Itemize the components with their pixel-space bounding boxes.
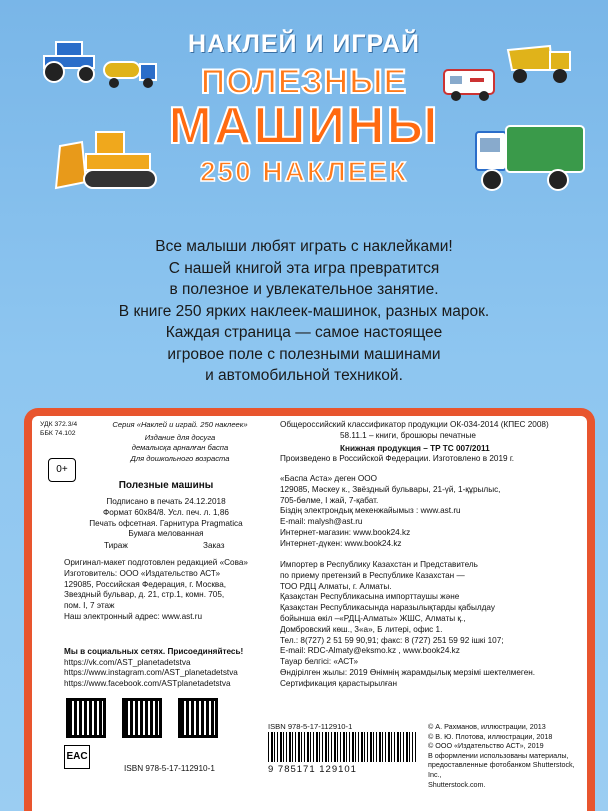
edition-line: демалысқа арналған баспа — [131, 443, 229, 452]
kz-line: 129085, Мәскеу к., Звёздный бульвары, 21-үй, 1-құрылыс, — [280, 484, 501, 494]
eac-mark-icon: EAC — [64, 745, 90, 769]
kz-line: E-mail: malysh@ast.ru — [280, 517, 363, 527]
importer-line: E-mail: RDC-Almaty@eksmo.kz , www.book24.kz — [280, 646, 460, 656]
kz-line: Интернет-магазин: www.book24.kz — [280, 527, 411, 537]
print-line: Печать офсетная. Гарнитура Pragmatica — [89, 518, 243, 528]
copyright-line: © ООО «Издательство АСТ», 2019 — [428, 741, 544, 751]
age-rating-badge: 0+ — [48, 458, 76, 482]
maker-line: 129085, Российская Федерация, г. Москва, — [64, 579, 227, 589]
classifier-info — [280, 420, 580, 465]
qr-code-icon — [122, 698, 162, 738]
importer-line: Домбровский көш., 3«а», Б литері, офис 1. — [280, 624, 443, 634]
isbn-barcode-label: ISBN 978-5-17-112910-1 — [268, 722, 353, 731]
importer-line: Сертификация қарастырылған — [280, 678, 398, 688]
importer-line: Өндірілген жылы: 2019 Өнімнің жарамдылық мерзімі шектелмеген. — [280, 667, 536, 677]
title-line1: ПОЛЕЗНЫЕ — [200, 63, 408, 101]
print-details — [56, 497, 276, 540]
print-line: Бумага мелованная — [128, 529, 204, 539]
bbk-code: ББК 74.102 — [40, 430, 76, 437]
importer-line: бойынша өкіл –«РДЦ-Алматы» ЖШС, Алматы қ., — [280, 613, 466, 623]
kz-line: «Баспа Аста» деген ООО — [280, 474, 378, 483]
importer-line: Тауар белгісі: «АСТ» — [280, 657, 359, 667]
copyright-line: Shutterstock.com. — [428, 779, 486, 789]
barcode-icon — [268, 732, 416, 762]
copyright-line: © А. Рахманов, иллюстрации, 2013 — [428, 722, 546, 731]
kz-line: Біздің электрондық мекенжайымыз : www.ast.ru — [280, 506, 461, 516]
kz-publisher-info — [280, 474, 580, 550]
maker-line: Оригинал-макет подготовлен редакцией «Сова» — [64, 558, 248, 567]
qr-code-icon — [178, 698, 218, 738]
qr-code-icon — [66, 698, 106, 738]
description-line: Каждая страница — самое настоящее — [165, 324, 443, 341]
copyright-info — [428, 722, 588, 789]
importer-line: Импортер в Республику Казахстан и Представитель — [280, 560, 478, 569]
kz-line: 705-бөлме, I жай, 7-қабат. — [280, 495, 379, 505]
description-line: и автомобильной техникой. — [205, 367, 403, 384]
maker-line: Наш электронный адрес: www.ast.ru — [64, 611, 203, 621]
social-link-vk[interactable]: https://vk.com/AST_planetadetstva — [64, 657, 191, 667]
print-run-label: Тираж — [104, 541, 128, 550]
kz-line: Интернет-дүкен: www.book24.kz — [280, 538, 402, 548]
importer-info — [280, 560, 580, 690]
isbn-left: ISBN 978-5-17-112910-1 — [124, 764, 215, 773]
book-title: Полезные машины — [118, 480, 214, 491]
barcode-number: 9 785171 129101 — [268, 764, 357, 775]
copyright-line: В оформлении использованы материалы, — [428, 750, 569, 760]
udk-code: УДК 372.3/4 — [40, 421, 78, 428]
maker-line: Звездный бульвар, д. 21, стр.1, комн. 705, — [64, 590, 225, 600]
series-title: НАКЛЕЙ И ИГРАЙ — [187, 30, 421, 58]
cover-title-block — [0, 30, 608, 188]
edition-line: Для дошкольного возраста — [130, 453, 230, 463]
importer-line: Қазақстан Республикасында наразылықтарды қабылдау — [280, 603, 495, 613]
copyright-line: предоставленные фотобанком Shutterstock, Inc., — [428, 760, 575, 779]
maker-line: Изготовитель: ООО «Издательство АСТ» — [64, 568, 221, 578]
importer-line: ТОО РДЦ Алматы, г. Алматы. — [280, 581, 392, 591]
order-label: Заказ — [203, 541, 225, 550]
social-link-instagram[interactable]: https://www.instagram.com/AST_planetadetstva — [64, 668, 238, 678]
series-name: Серия «Наклей и играй. 250 наклеек» — [112, 420, 248, 429]
description-line: Все малыши любят играть с наклейками! — [155, 238, 453, 255]
manufacturer-info — [64, 558, 284, 623]
description-line: в полезное и увлекательное занятие. — [169, 281, 439, 298]
title-line2: МАШИНЫ — [168, 97, 440, 155]
social-title: Мы в социальных сетях. Присоединяйтесь! — [64, 647, 244, 656]
description-line: С нашей книгой эта игра превратится — [168, 259, 440, 277]
print-line: Формат 60х84/8. Усл. печ. л. 1,86 — [103, 507, 229, 517]
classifier-line: Общероссийский классификатор продукции ОК-034-2014 (КПЕС 2008) — [280, 420, 549, 429]
sticker-count: 250 НАКЛЕЕК — [199, 156, 409, 187]
classifier-line: 58.11.1 – книги, брошюры печатные — [340, 430, 476, 440]
importer-line: Тел.: 8(727) 2 51 59 90,91; факс: 8 (727) 251 59 92 ішкі 107; — [280, 635, 504, 645]
print-line: Подписано в печать 24.12.2018 — [106, 497, 226, 506]
series-info — [96, 420, 264, 464]
classification-codes — [40, 420, 77, 438]
importer-line: Қазақстан Республикасына импорттаушы және — [280, 592, 460, 602]
description-line: В книге 250 ярких наклеек-машинок, разных марок. — [118, 302, 490, 320]
importer-line: по приему претензий в Республике Казахстан — — [280, 570, 465, 580]
classifier-line: Произведено в Российской Федерации. Изготовлено в 2019 г. — [280, 454, 515, 464]
description-line: игровое поле с полезными машинами — [167, 345, 441, 363]
edition-line: Издание для досуга — [144, 432, 216, 442]
maker-line: пом. I, 7 этаж — [64, 601, 115, 611]
social-link-facebook[interactable]: https://www.facebook.com/ASTplanetadetstva — [64, 678, 231, 688]
book-description — [0, 236, 608, 387]
classifier-line: Книжная продукция – ТР ТС 007/2011 — [340, 443, 490, 453]
social-block — [64, 647, 284, 689]
copyright-line: © В. Ю. Плотова, иллюстрации, 2018 — [428, 731, 553, 741]
